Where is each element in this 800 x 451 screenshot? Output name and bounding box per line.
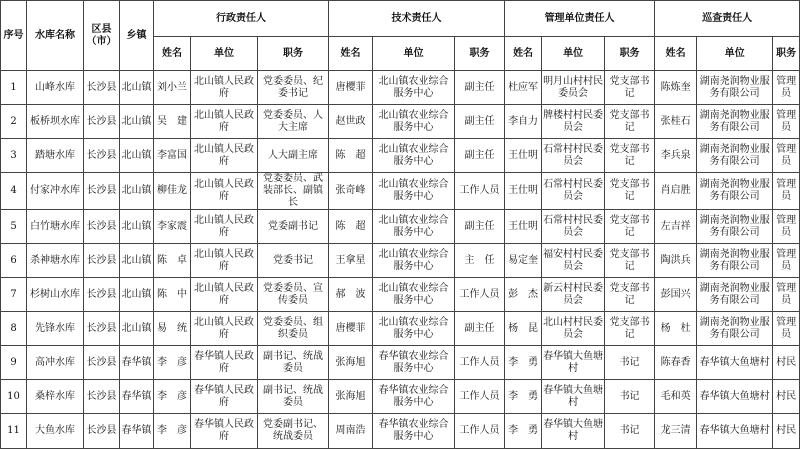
cell-tech-name: 王拿星 [329,244,373,278]
cell-reservoir: 踏塘水库 [27,139,84,173]
cell-patrol-unit: 春华镇大鱼塘村 [697,380,773,414]
cell-admin-unit: 北山镇人民政府 [191,173,258,210]
cell-county: 长沙县 [84,105,120,139]
cell-mgmt-unit: 牌楼村村民委员会 [542,105,605,139]
cell-patrol-duty: 村民 [773,346,800,380]
cell-tech-duty: 副主任 [455,71,505,105]
cell-admin-name: 刘小兰 [154,71,191,105]
header-group-patrol: 巡查责任人 [655,1,800,37]
cell-mgmt-unit: 石常村村民委员会 [542,173,605,210]
cell-patrol-unit: 春华镇大鱼塘村 [697,414,773,449]
cell-admin-name: 陈 中 [154,278,191,312]
table-row [1,173,800,210]
cell-mgmt-name: 王仕明 [505,210,542,244]
table-row [1,71,800,105]
cell-patrol-unit: 春华镇大鱼塘村 [697,346,773,380]
header-tech-duty: 职务 [455,37,505,71]
cell-patrol-name: 毛和英 [655,380,697,414]
cell-town: 北山镇 [120,278,154,312]
cell-patrol-name: 张桂石 [655,105,697,139]
cell-mgmt-name: 李 勇 [505,380,542,414]
header-tech-name: 姓名 [329,37,373,71]
cell-seq: 4 [1,173,27,210]
cell-county: 长沙县 [84,173,120,210]
cell-reservoir: 白竹塘水库 [27,210,84,244]
cell-town: 北山镇 [120,210,154,244]
cell-town: 春华镇 [120,414,154,449]
cell-patrol-name: 龙三清 [655,414,697,449]
cell-tech-name: 张海旭 [329,346,373,380]
cell-patrol-unit: 湖南尧润物业服务有限公司 [697,278,773,312]
cell-tech-unit: 北山镇农业综合服务中心 [373,244,455,278]
cell-admin-unit: 北山镇人民政府 [191,139,258,173]
cell-tech-duty: 副主任 [455,105,505,139]
cell-patrol-duty: 管理员 [773,278,800,312]
header-county: 区县（市） [84,1,120,71]
cell-patrol-duty: 管理员 [773,210,800,244]
cell-county: 长沙县 [84,278,120,312]
cell-patrol-duty: 管理员 [773,312,800,346]
cell-patrol-duty: 管理员 [773,105,800,139]
table-row [1,312,800,346]
cell-admin-name: 李家震 [154,210,191,244]
cell-town: 北山镇 [120,105,154,139]
cell-county: 长沙县 [84,139,120,173]
cell-tech-duty: 副主任 [455,210,505,244]
cell-admin-name: 李 彦 [154,380,191,414]
cell-admin-unit: 春华镇人民政府 [191,346,258,380]
cell-admin-duty: 党委副书记 [258,210,329,244]
cell-admin-unit: 春华镇人民政府 [191,380,258,414]
cell-reservoir: 杀神塘水库 [27,244,84,278]
cell-admin-name: 李 彦 [154,346,191,380]
cell-patrol-name: 彭国兴 [655,278,697,312]
cell-county: 长沙县 [84,244,120,278]
cell-reservoir: 杉树山水库 [27,278,84,312]
cell-seq: 3 [1,139,27,173]
cell-mgmt-name: 王仕明 [505,139,542,173]
cell-patrol-unit: 湖南尧润物业服务有限公司 [697,139,773,173]
cell-county: 长沙县 [84,71,120,105]
cell-tech-unit: 北山镇农业综合服务中心 [373,139,455,173]
cell-admin-unit: 北山镇人民政府 [191,71,258,105]
cell-tech-unit: 北山镇农业综合服务中心 [373,71,455,105]
header-patrol-unit: 单位 [697,37,773,71]
cell-mgmt-duty: 党支部书记 [605,278,655,312]
cell-admin-name: 柳佳龙 [154,173,191,210]
cell-patrol-name: 陶洪兵 [655,244,697,278]
cell-mgmt-duty: 党支部书记 [605,105,655,139]
cell-admin-duty: 党委委员、人大主席 [258,105,329,139]
header-reservoir: 水库名称 [27,1,84,71]
cell-patrol-unit: 湖南尧润物业服务有限公司 [697,244,773,278]
table-row [1,210,800,244]
cell-mgmt-unit: 新云村村民委员会 [542,278,605,312]
cell-reservoir: 付家冲水库 [27,173,84,210]
cell-admin-unit: 北山镇人民政府 [191,210,258,244]
cell-seq: 11 [1,414,27,449]
table-row [1,346,800,380]
table-row [1,244,800,278]
cell-tech-unit: 北山镇农业综合服务中心 [373,173,455,210]
header-mgmt-name: 姓名 [505,37,542,71]
cell-admin-unit: 北山镇人民政府 [191,278,258,312]
cell-admin-unit: 北山镇人民政府 [191,312,258,346]
cell-seq: 9 [1,346,27,380]
table-row [1,105,800,139]
cell-mgmt-duty: 党支部书记 [605,312,655,346]
cell-patrol-unit: 湖南尧润物业服务有限公司 [697,173,773,210]
cell-mgmt-duty: 书记 [605,380,655,414]
cell-tech-name: 唐樱菲 [329,312,373,346]
cell-county: 长沙县 [84,210,120,244]
cell-reservoir: 山峰水库 [27,71,84,105]
cell-mgmt-duty: 党支部书记 [605,71,655,105]
cell-seq: 5 [1,210,27,244]
header-row-groups [1,1,800,37]
header-patrol-duty: 职务 [773,37,800,71]
cell-patrol-unit: 湖南尧润物业服务有限公司 [697,312,773,346]
cell-town: 春华镇 [120,346,154,380]
cell-reservoir: 板桥坝水库 [27,105,84,139]
cell-mgmt-name: 李 勇 [505,346,542,380]
cell-tech-name: 张奇峰 [329,173,373,210]
cell-mgmt-unit: 石常村村民委员会 [542,139,605,173]
cell-seq: 8 [1,312,27,346]
cell-tech-duty: 副主任 [455,312,505,346]
cell-admin-unit: 春华镇人民政府 [191,414,258,449]
cell-admin-unit: 北山镇人民政府 [191,105,258,139]
cell-tech-unit: 北山镇农业综合服务中心 [373,105,455,139]
cell-mgmt-duty: 书记 [605,346,655,380]
table-body [1,71,800,449]
cell-seq: 2 [1,105,27,139]
cell-mgmt-duty: 党支部书记 [605,210,655,244]
cell-mgmt-name: 杨 昆 [505,312,542,346]
cell-patrol-duty: 管理员 [773,173,800,210]
cell-patrol-duty: 村民 [773,414,800,449]
cell-mgmt-unit: 春华镇大鱼塘村 [542,346,605,380]
cell-seq: 10 [1,380,27,414]
cell-tech-duty: 工作人员 [455,173,505,210]
cell-tech-name: 郝 波 [329,278,373,312]
header-admin-name: 姓名 [154,37,191,71]
cell-tech-duty: 副主任 [455,139,505,173]
cell-mgmt-unit: 石常村村民委员会 [542,210,605,244]
header-town: 乡镇 [120,1,154,71]
header-mgmt-unit: 单位 [542,37,605,71]
cell-admin-name: 易 统 [154,312,191,346]
cell-patrol-name: 陈炼奎 [655,71,697,105]
cell-admin-duty: 党委委员、组织委员 [258,312,329,346]
cell-patrol-name: 肖启胜 [655,173,697,210]
header-admin-duty: 职务 [258,37,329,71]
cell-mgmt-unit: 福安村村民委员会 [542,244,605,278]
cell-tech-name: 赵世政 [329,105,373,139]
header-admin-unit: 单位 [191,37,258,71]
header-group-admin: 行政责任人 [154,1,329,37]
cell-tech-unit: 春华镇农业综合服务中心 [373,380,455,414]
cell-admin-duty: 党委委员、宣传委员 [258,278,329,312]
cell-admin-name: 李 彦 [154,414,191,449]
header-mgmt-duty: 职务 [605,37,655,71]
cell-patrol-name: 陈春香 [655,346,697,380]
cell-seq: 1 [1,71,27,105]
cell-county: 长沙县 [84,346,120,380]
cell-mgmt-name: 易定奎 [505,244,542,278]
cell-tech-name: 周南浩 [329,414,373,449]
cell-mgmt-unit: 北山村村民委员会 [542,312,605,346]
cell-patrol-duty: 村民 [773,380,800,414]
cell-admin-unit: 北山镇人民政府 [191,244,258,278]
cell-mgmt-unit: 春华镇大鱼塘村 [542,414,605,449]
cell-admin-duty: 副书记、统战委员 [258,380,329,414]
cell-tech-duty: 工作人员 [455,278,505,312]
cell-tech-unit: 春华镇农业综合服务中心 [373,346,455,380]
cell-patrol-duty: 管理员 [773,244,800,278]
cell-mgmt-unit: 明月山村村民委员会 [542,71,605,105]
cell-tech-unit: 北山镇农业综合服务中心 [373,278,455,312]
header-group-management: 管理单位责任人 [505,1,655,37]
cell-patrol-name: 杨 杜 [655,312,697,346]
cell-mgmt-name: 李 勇 [505,414,542,449]
table-row [1,414,800,449]
cell-reservoir: 先锋水库 [27,312,84,346]
header-tech-unit: 单位 [373,37,455,71]
cell-mgmt-name: 杜应军 [505,71,542,105]
cell-town: 春华镇 [120,380,154,414]
cell-patrol-unit: 湖南尧润物业服务有限公司 [697,210,773,244]
cell-mgmt-name: 王仕明 [505,173,542,210]
header-seq: 序号 [1,1,27,71]
cell-mgmt-duty: 书记 [605,414,655,449]
cell-town: 北山镇 [120,71,154,105]
cell-tech-duty: 工作人员 [455,380,505,414]
cell-reservoir: 桑梓水库 [27,380,84,414]
header-patrol-name: 姓名 [655,37,697,71]
cell-admin-name: 吴 建 [154,105,191,139]
cell-mgmt-name: 彭 杰 [505,278,542,312]
cell-patrol-name: 左吉祥 [655,210,697,244]
cell-town: 北山镇 [120,244,154,278]
cell-county: 长沙县 [84,312,120,346]
cell-mgmt-unit: 春华镇大鱼塘村 [542,380,605,414]
cell-patrol-duty: 管理员 [773,139,800,173]
cell-tech-duty: 工作人员 [455,346,505,380]
cell-admin-duty: 人大副主席 [258,139,329,173]
cell-admin-duty: 党委书记 [258,244,329,278]
cell-admin-duty: 副书记、统战委员 [258,346,329,380]
cell-admin-duty: 党委副书记、统战委员 [258,414,329,449]
cell-town: 北山镇 [120,173,154,210]
cell-mgmt-duty: 党支部书记 [605,244,655,278]
cell-admin-duty: 党委委员、武装部长、副镇长 [258,173,329,210]
cell-tech-unit: 春华镇农业综合服务中心 [373,414,455,449]
cell-admin-duty: 党委委员、纪委书记 [258,71,329,105]
cell-mgmt-duty: 党支部书记 [605,139,655,173]
cell-tech-duty: 主 任 [455,244,505,278]
cell-patrol-unit: 湖南尧润物业服务有限公司 [697,105,773,139]
cell-county: 长沙县 [84,414,120,449]
table-row [1,278,800,312]
cell-tech-name: 唐樱菲 [329,71,373,105]
cell-mgmt-duty: 党支部书记 [605,173,655,210]
cell-tech-name: 张海旭 [329,380,373,414]
cell-tech-unit: 北山镇农业综合服务中心 [373,210,455,244]
header-group-tech: 技术责任人 [329,1,505,37]
cell-town: 北山镇 [120,139,154,173]
cell-county: 长沙县 [84,380,120,414]
cell-mgmt-name: 李自力 [505,105,542,139]
cell-patrol-duty: 管理员 [773,71,800,105]
cell-tech-name: 陈 超 [329,210,373,244]
cell-admin-name: 李富国 [154,139,191,173]
cell-patrol-name: 李兵泉 [655,139,697,173]
cell-tech-duty: 工作人员 [455,414,505,449]
cell-town: 北山镇 [120,312,154,346]
cell-tech-unit: 北山镇农业综合服务中心 [373,312,455,346]
cell-patrol-unit: 湖南尧润物业服务有限公司 [697,71,773,105]
cell-seq: 6 [1,244,27,278]
cell-admin-name: 陈 卓 [154,244,191,278]
cell-reservoir: 高冲水库 [27,346,84,380]
table-row [1,380,800,414]
cell-tech-name: 陈 超 [329,139,373,173]
cell-reservoir: 大鱼水库 [27,414,84,449]
table-row [1,139,800,173]
cell-seq: 7 [1,278,27,312]
